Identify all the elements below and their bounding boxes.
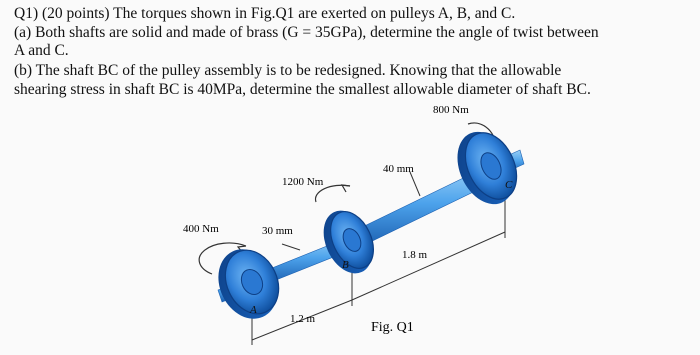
question-title: Q1) (20 points) The torques shown in Fig.Q1 are exerted on pulleys A, B, and C. bbox=[14, 5, 516, 22]
diameter-ab-label: 30 mm bbox=[262, 225, 293, 237]
figure-caption: Fig. Q1 bbox=[371, 320, 414, 335]
pulley-c bbox=[446, 123, 526, 214]
torque-b-label: 1200 Nm bbox=[282, 176, 324, 188]
dim-line-bc bbox=[352, 232, 505, 300]
length-bc-label: 1.8 m bbox=[402, 249, 428, 261]
leader-40mm bbox=[410, 172, 420, 196]
pulley-b-label: B bbox=[342, 259, 349, 271]
part-b-text-cont: shearing stress in shaft BC is 40MPa, determine the smallest allowable diameter of shaft BC. bbox=[14, 81, 591, 98]
part-a-text-cont: A and C. bbox=[14, 42, 69, 59]
pulley-a-label: A bbox=[250, 304, 257, 316]
diameter-bc-label: 40 mm bbox=[383, 163, 414, 175]
torque-arrow-b-head bbox=[342, 185, 350, 192]
pulley-a bbox=[207, 240, 288, 329]
leader-30mm bbox=[282, 244, 300, 250]
length-ab-label: 1.2 m bbox=[290, 313, 316, 325]
part-a-text: (a) Both shafts are solid and made of brass (G = 35GPa), determine the angle of twist between bbox=[14, 24, 599, 41]
torque-c-label: 800 Nm bbox=[433, 104, 469, 116]
torque-a-label: 400 Nm bbox=[183, 223, 219, 235]
pulley-c-label: C bbox=[505, 179, 513, 191]
part-b-text: (b) The shaft BC of the pulley assembly is to be redesigned. Knowing that the allowable bbox=[14, 62, 562, 79]
